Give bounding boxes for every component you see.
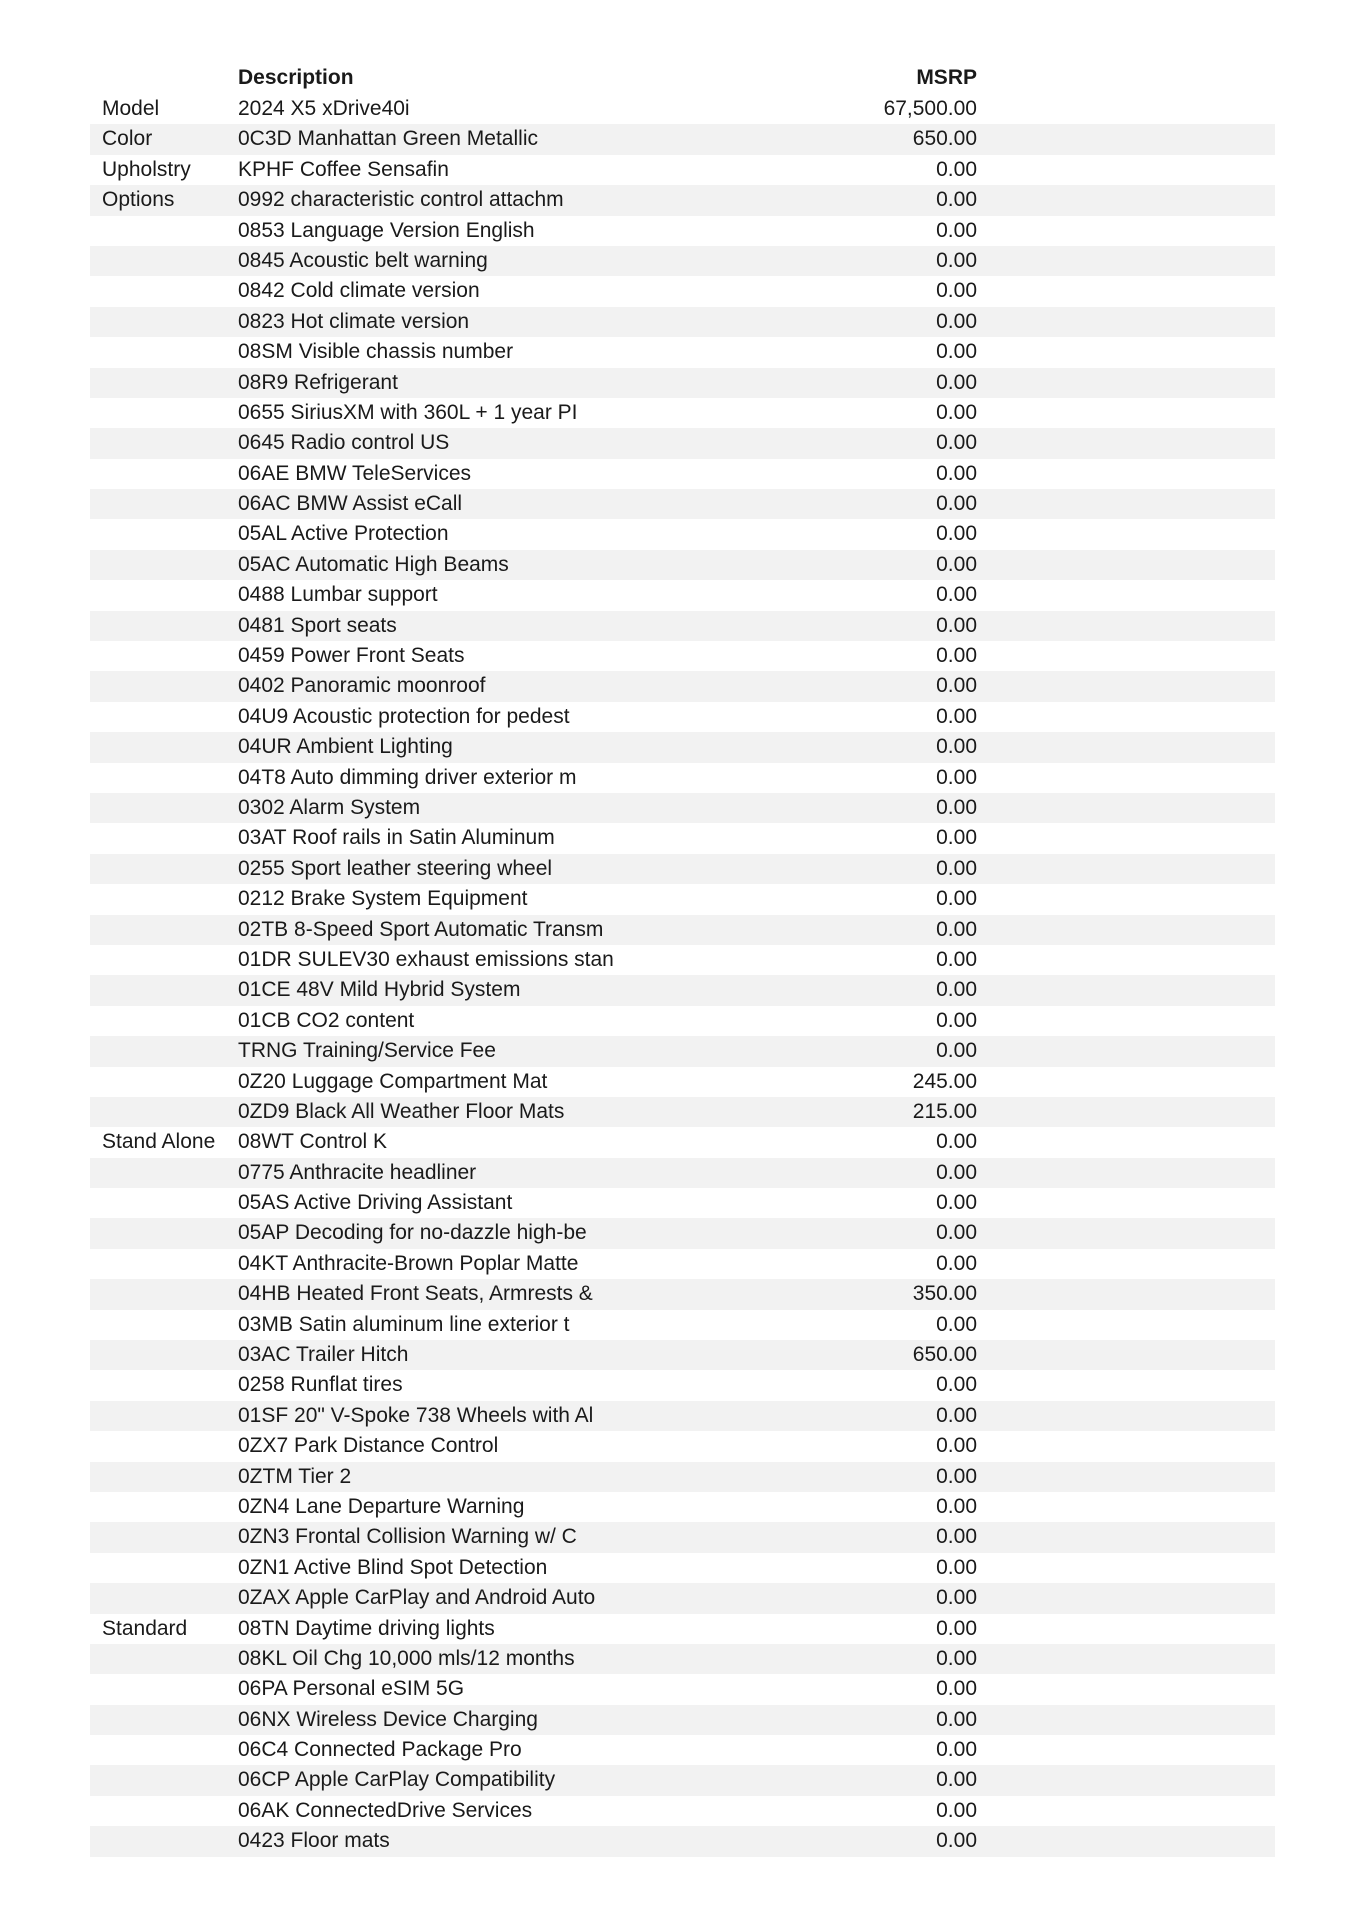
table-row bbox=[90, 459, 1275, 489]
table-row bbox=[90, 1583, 1275, 1613]
row-msrp: 0.00 bbox=[936, 1829, 977, 1853]
row-category: Standard bbox=[102, 1616, 188, 1640]
row-msrp: 0.00 bbox=[936, 1616, 977, 1640]
table-row bbox=[90, 1310, 1275, 1340]
table-row bbox=[90, 1735, 1275, 1765]
row-description: 03AT Roof rails in Satin Aluminum bbox=[238, 826, 555, 850]
table-row bbox=[90, 428, 1275, 458]
row-msrp: 0.00 bbox=[936, 887, 977, 911]
table-row bbox=[90, 1340, 1275, 1370]
row-description: 06AC BMW Assist eCall bbox=[238, 492, 463, 516]
row-msrp: 0.00 bbox=[936, 461, 977, 485]
table-row bbox=[90, 550, 1275, 580]
table-row bbox=[90, 884, 1275, 914]
table-row bbox=[90, 1401, 1275, 1431]
row-description: 0212 Brake System Equipment bbox=[238, 887, 528, 911]
row-msrp: 0.00 bbox=[936, 552, 977, 576]
table-row bbox=[90, 641, 1275, 671]
row-msrp: 0.00 bbox=[936, 1130, 977, 1154]
table-row bbox=[90, 945, 1275, 975]
table-row bbox=[90, 1279, 1275, 1309]
row-msrp: 0.00 bbox=[936, 1555, 977, 1579]
table-row bbox=[90, 1067, 1275, 1097]
row-description: 04HB Heated Front Seats, Armrests & bbox=[238, 1282, 593, 1306]
table-row bbox=[90, 1188, 1275, 1218]
table-row bbox=[90, 1370, 1275, 1400]
row-msrp: 0.00 bbox=[936, 1403, 977, 1427]
table-row bbox=[90, 1492, 1275, 1522]
row-msrp: 0.00 bbox=[936, 856, 977, 880]
row-description: 06AK ConnectedDrive Services bbox=[238, 1798, 533, 1822]
row-description: 01CE 48V Mild Hybrid System bbox=[238, 978, 521, 1002]
row-description: 06NX Wireless Device Charging bbox=[238, 1707, 538, 1731]
row-description: 0302 Alarm System bbox=[238, 795, 421, 819]
table-row bbox=[90, 94, 1275, 124]
table-row bbox=[90, 1674, 1275, 1704]
row-category: Color bbox=[102, 127, 153, 151]
table-row bbox=[90, 793, 1275, 823]
row-msrp: 0.00 bbox=[936, 613, 977, 637]
line-items bbox=[90, 94, 1275, 1857]
row-msrp: 0.00 bbox=[936, 522, 977, 546]
row-msrp: 0.00 bbox=[936, 765, 977, 789]
row-description: TRNG Training/Service Fee bbox=[238, 1039, 496, 1063]
row-description: KPHF Coffee Sensafin bbox=[238, 157, 449, 181]
row-description: 0ZN1 Active Blind Spot Detection bbox=[238, 1555, 548, 1579]
row-description: 0775 Anthracite headliner bbox=[238, 1160, 477, 1184]
row-description: 04UR Ambient Lighting bbox=[238, 735, 453, 759]
table-row bbox=[90, 1036, 1275, 1066]
row-category: Stand Alone bbox=[102, 1130, 216, 1154]
row-msrp: 0.00 bbox=[936, 279, 977, 303]
table-row bbox=[90, 854, 1275, 884]
table-row bbox=[90, 185, 1275, 215]
row-msrp: 0.00 bbox=[936, 1464, 977, 1488]
row-description: 08WT Control K bbox=[238, 1130, 387, 1154]
table-row bbox=[90, 1522, 1275, 1552]
row-msrp: 0.00 bbox=[936, 1160, 977, 1184]
table-row bbox=[90, 915, 1275, 945]
row-msrp: 0.00 bbox=[936, 1646, 977, 1670]
row-description: 05AC Automatic High Beams bbox=[238, 552, 509, 576]
row-description: 0C3D Manhattan Green Metallic bbox=[238, 127, 538, 151]
row-msrp: 0.00 bbox=[936, 492, 977, 516]
row-msrp: 0.00 bbox=[936, 917, 977, 941]
row-description: 0842 Cold climate version bbox=[238, 279, 480, 303]
row-msrp: 0.00 bbox=[936, 157, 977, 181]
row-description: 05AP Decoding for no-dazzle high-be bbox=[238, 1221, 587, 1245]
row-msrp: 0.00 bbox=[936, 1312, 977, 1336]
row-msrp: 0.00 bbox=[936, 370, 977, 394]
row-msrp: 0.00 bbox=[936, 947, 977, 971]
row-description: 03AC Trailer Hitch bbox=[238, 1343, 409, 1367]
row-description: 01DR SULEV30 exhaust emissions stan bbox=[238, 947, 614, 971]
row-description: 08KL Oil Chg 10,000 mls/12 months bbox=[238, 1646, 575, 1670]
table-row bbox=[90, 489, 1275, 519]
description-column-header: Description bbox=[238, 66, 354, 89]
row-msrp: 0.00 bbox=[936, 1677, 977, 1701]
row-description: 01SF 20" V-Spoke 738 Wheels with Al bbox=[238, 1403, 594, 1427]
row-category: Upholstry bbox=[102, 157, 191, 181]
row-description: 0ZD9 Black All Weather Floor Mats bbox=[238, 1099, 565, 1123]
row-description: 04T8 Auto dimming driver exterior m bbox=[238, 765, 577, 789]
row-description: 0ZAX Apple CarPlay and Android Auto bbox=[238, 1586, 596, 1610]
row-description: 05AS Active Driving Assistant bbox=[238, 1191, 513, 1215]
row-description: 08R9 Refrigerant bbox=[238, 370, 398, 394]
row-msrp: 0.00 bbox=[936, 1221, 977, 1245]
row-msrp: 0.00 bbox=[936, 1251, 977, 1275]
row-msrp: 0.00 bbox=[936, 1768, 977, 1792]
row-msrp: 0.00 bbox=[936, 1191, 977, 1215]
row-msrp: 650.00 bbox=[912, 127, 977, 151]
row-description: 08SM Visible chassis number bbox=[238, 340, 514, 364]
row-msrp: 0.00 bbox=[936, 1586, 977, 1610]
row-msrp: 67,500.00 bbox=[883, 97, 977, 120]
row-msrp: 245.00 bbox=[912, 1069, 977, 1093]
row-msrp: 0.00 bbox=[936, 735, 977, 759]
row-description: 02TB 8-Speed Sport Automatic Transm bbox=[238, 917, 604, 941]
table-row bbox=[90, 823, 1275, 853]
row-description: 0488 Lumbar support bbox=[238, 583, 438, 607]
table-row bbox=[90, 519, 1275, 549]
row-description: 0ZN4 Lane Departure Warning bbox=[238, 1494, 525, 1518]
row-description: 0ZN3 Frontal Collision Warning w/ C bbox=[238, 1525, 577, 1549]
row-description: 2024 X5 xDrive40i bbox=[238, 97, 410, 120]
row-description: 04KT Anthracite-Brown Poplar Matte bbox=[238, 1251, 579, 1275]
table-row bbox=[90, 1218, 1275, 1248]
row-msrp: 0.00 bbox=[936, 1707, 977, 1731]
row-category: Options bbox=[102, 188, 175, 212]
table-row bbox=[90, 702, 1275, 732]
row-description: 0853 Language Version English bbox=[238, 218, 535, 242]
row-msrp: 0.00 bbox=[936, 644, 977, 668]
row-description: 0645 Radio control US bbox=[238, 431, 450, 455]
row-msrp: 0.00 bbox=[936, 340, 977, 364]
row-description: 06AE BMW TeleServices bbox=[238, 461, 472, 485]
row-description: 05AL Active Protection bbox=[238, 522, 449, 546]
row-category: Model bbox=[102, 97, 160, 120]
row-msrp: 0.00 bbox=[936, 1373, 977, 1397]
row-msrp: 0.00 bbox=[936, 400, 977, 424]
row-msrp: 0.00 bbox=[936, 1039, 977, 1063]
row-msrp: 0.00 bbox=[936, 1798, 977, 1822]
table-row bbox=[90, 1158, 1275, 1188]
table-row bbox=[90, 1826, 1275, 1856]
row-description: 0845 Acoustic belt warning bbox=[238, 248, 488, 272]
row-description: 06PA Personal eSIM 5G bbox=[238, 1677, 465, 1701]
row-msrp: 0.00 bbox=[936, 309, 977, 333]
table-row bbox=[90, 398, 1275, 428]
row-msrp: 0.00 bbox=[936, 583, 977, 607]
row-msrp: 350.00 bbox=[912, 1282, 977, 1306]
row-msrp: 0.00 bbox=[936, 1738, 977, 1762]
row-description: 0258 Runflat tires bbox=[238, 1373, 403, 1397]
row-description: 0823 Hot climate version bbox=[238, 309, 470, 333]
row-description: 0402 Panoramic moonroof bbox=[238, 674, 486, 698]
table-row bbox=[90, 1127, 1275, 1157]
row-description: 04U9 Acoustic protection for pedest bbox=[238, 704, 570, 728]
table-row bbox=[90, 1249, 1275, 1279]
row-msrp: 0.00 bbox=[936, 188, 977, 212]
row-msrp: 0.00 bbox=[936, 248, 977, 272]
table-row bbox=[90, 580, 1275, 610]
row-description: 0655 SiriusXM with 360L + 1 year PI bbox=[238, 400, 578, 424]
table-row bbox=[90, 975, 1275, 1005]
row-msrp: 0.00 bbox=[936, 1494, 977, 1518]
row-msrp: 0.00 bbox=[936, 1525, 977, 1549]
row-description: 0459 Power Front Seats bbox=[238, 644, 465, 668]
table-row bbox=[90, 1614, 1275, 1644]
row-msrp: 0.00 bbox=[936, 704, 977, 728]
row-description: 03MB Satin aluminum line exterior t bbox=[238, 1312, 570, 1336]
row-description: 08TN Daytime driving lights bbox=[238, 1616, 495, 1640]
table-row bbox=[90, 246, 1275, 276]
row-description: 0481 Sport seats bbox=[238, 613, 397, 637]
table-row bbox=[90, 1097, 1275, 1127]
table-row bbox=[90, 671, 1275, 701]
msrp-column-header: MSRP bbox=[916, 66, 977, 89]
row-msrp: 215.00 bbox=[912, 1099, 977, 1123]
table-row bbox=[90, 1553, 1275, 1583]
row-msrp: 0.00 bbox=[936, 1434, 977, 1458]
table-row bbox=[90, 1431, 1275, 1461]
row-description: 06CP Apple CarPlay Compatibility bbox=[238, 1768, 556, 1792]
row-description: 0ZTM Tier 2 bbox=[238, 1464, 352, 1488]
row-msrp: 0.00 bbox=[936, 431, 977, 455]
row-description: 06C4 Connected Package Pro bbox=[238, 1738, 522, 1762]
table-row bbox=[90, 307, 1275, 337]
table-row bbox=[90, 1462, 1275, 1492]
row-description: 0ZX7 Park Distance Control bbox=[238, 1434, 499, 1458]
row-description: 0423 Floor mats bbox=[238, 1829, 390, 1853]
table-row bbox=[90, 763, 1275, 793]
table-row bbox=[90, 1705, 1275, 1735]
table-row bbox=[90, 124, 1275, 154]
table-row bbox=[90, 368, 1275, 398]
table-row bbox=[90, 155, 1275, 185]
msrp-sheet bbox=[90, 64, 1275, 1857]
row-description: 0Z20 Luggage Compartment Mat bbox=[238, 1069, 548, 1093]
table-row bbox=[90, 1644, 1275, 1674]
row-msrp: 650.00 bbox=[912, 1343, 977, 1367]
row-description: 0992 characteristic control attachm bbox=[238, 188, 564, 212]
table-row bbox=[90, 732, 1275, 762]
row-msrp: 0.00 bbox=[936, 674, 977, 698]
table-header bbox=[90, 64, 1275, 94]
row-msrp: 0.00 bbox=[936, 218, 977, 242]
table-row bbox=[90, 611, 1275, 641]
row-msrp: 0.00 bbox=[936, 1008, 977, 1032]
table-row bbox=[90, 337, 1275, 367]
table-row bbox=[90, 1765, 1275, 1795]
table-row bbox=[90, 1796, 1275, 1826]
row-msrp: 0.00 bbox=[936, 826, 977, 850]
table-row bbox=[90, 1006, 1275, 1036]
row-msrp: 0.00 bbox=[936, 978, 977, 1002]
row-description: 0255 Sport leather steering wheel bbox=[238, 856, 553, 880]
row-msrp: 0.00 bbox=[936, 795, 977, 819]
row-description: 01CB CO2 content bbox=[238, 1008, 415, 1032]
table-row bbox=[90, 216, 1275, 246]
table-row bbox=[90, 276, 1275, 306]
